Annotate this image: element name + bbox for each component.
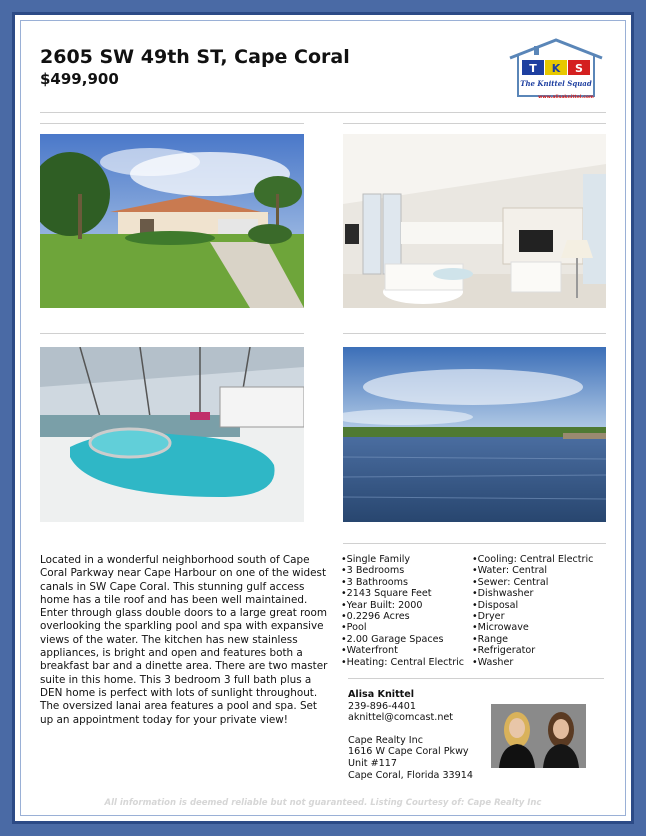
list-item: • Year Built: 2000 <box>341 600 464 611</box>
photo-living-room <box>343 134 606 308</box>
list-item: • Cooling: Central Electric <box>472 554 593 565</box>
property-description: Located in a wonderful neighborhood south of Cape Coral Parkway near Cape Harbour on one of the widest canals in SW Cape Coral. This stunning gulf access home has a tile roof and has been well maintained. Enter through glass double doors to a large great room overlooking the sparkling pool and spa with expansive views of the water. The kitchen has new stainless appliances, is bright and open and features both a breakfast bar and a dinette area. There are two master suite in this home. This 3 bedroom 3 full bath plus a DEN home is perfect with lots of sunlight throughout. The oversized lanai area features a pool and spa. Set up an appointment today for your private view! <box>40 554 328 726</box>
agent-phone[interactable]: 239-896-4401 <box>348 700 416 712</box>
agent-email[interactable]: aknittel@comcast.net <box>348 712 454 724</box>
photo-pool <box>40 347 304 522</box>
logo-tagline: The Knittel Squad <box>520 79 592 88</box>
logo-letter-t: T <box>529 62 537 75</box>
disclaimer: All information is deemed reliable but not guaranteed. Listing Courtesy of: Cape Realty Inc <box>104 798 542 808</box>
list-item: • Heating: Central Electric <box>341 657 464 668</box>
agent-name: Alisa Knittel <box>348 689 415 700</box>
list-item: • 3 Bedrooms <box>341 565 464 576</box>
agent-contact <box>348 689 473 781</box>
list-item: • 3 Bathrooms <box>341 577 464 588</box>
list-item: • Refrigerator <box>472 645 593 656</box>
photo-canal <box>343 347 606 522</box>
listing-price: $499,900 <box>40 70 119 88</box>
list-item: • Single Family <box>341 554 464 565</box>
list-item: • 2.00 Garage Spaces <box>341 634 464 645</box>
agent-street: 1616 W Cape Coral Pkwy <box>348 746 469 758</box>
listing-address: 2605 SW 49th ST, Cape Coral <box>40 46 350 68</box>
list-item: • Microwave <box>472 622 593 633</box>
list-item: • Disposal <box>472 600 593 611</box>
list-item: • Washer <box>472 657 593 668</box>
tks-logo <box>508 38 604 104</box>
list-item: • Range <box>472 634 593 645</box>
agent-city: Cape Coral, Florida 33914 <box>348 769 473 781</box>
list-item: • Dryer <box>472 611 593 622</box>
features-list-right <box>472 554 593 668</box>
list-item: • Dishwasher <box>472 588 593 599</box>
list-item: • Pool <box>341 622 464 633</box>
logo-letter-k: K <box>551 62 561 75</box>
list-item: • 2143 Square Feet <box>341 588 464 599</box>
logo-letter-s: S <box>575 62 583 75</box>
list-item: • 0.2296 Acres <box>341 611 464 622</box>
agent-unit: Unit #117 <box>348 757 397 769</box>
agent-company: Cape Realty Inc <box>348 734 423 746</box>
logo-url: www.alisaknittel.com <box>538 95 594 100</box>
list-item: • Water: Central <box>472 565 593 576</box>
photo-exterior <box>40 134 304 308</box>
list-item: • Waterfront <box>341 645 464 656</box>
list-item: • Sewer: Central <box>472 577 593 588</box>
agent-photo <box>491 704 586 768</box>
features-list-left <box>341 554 464 668</box>
